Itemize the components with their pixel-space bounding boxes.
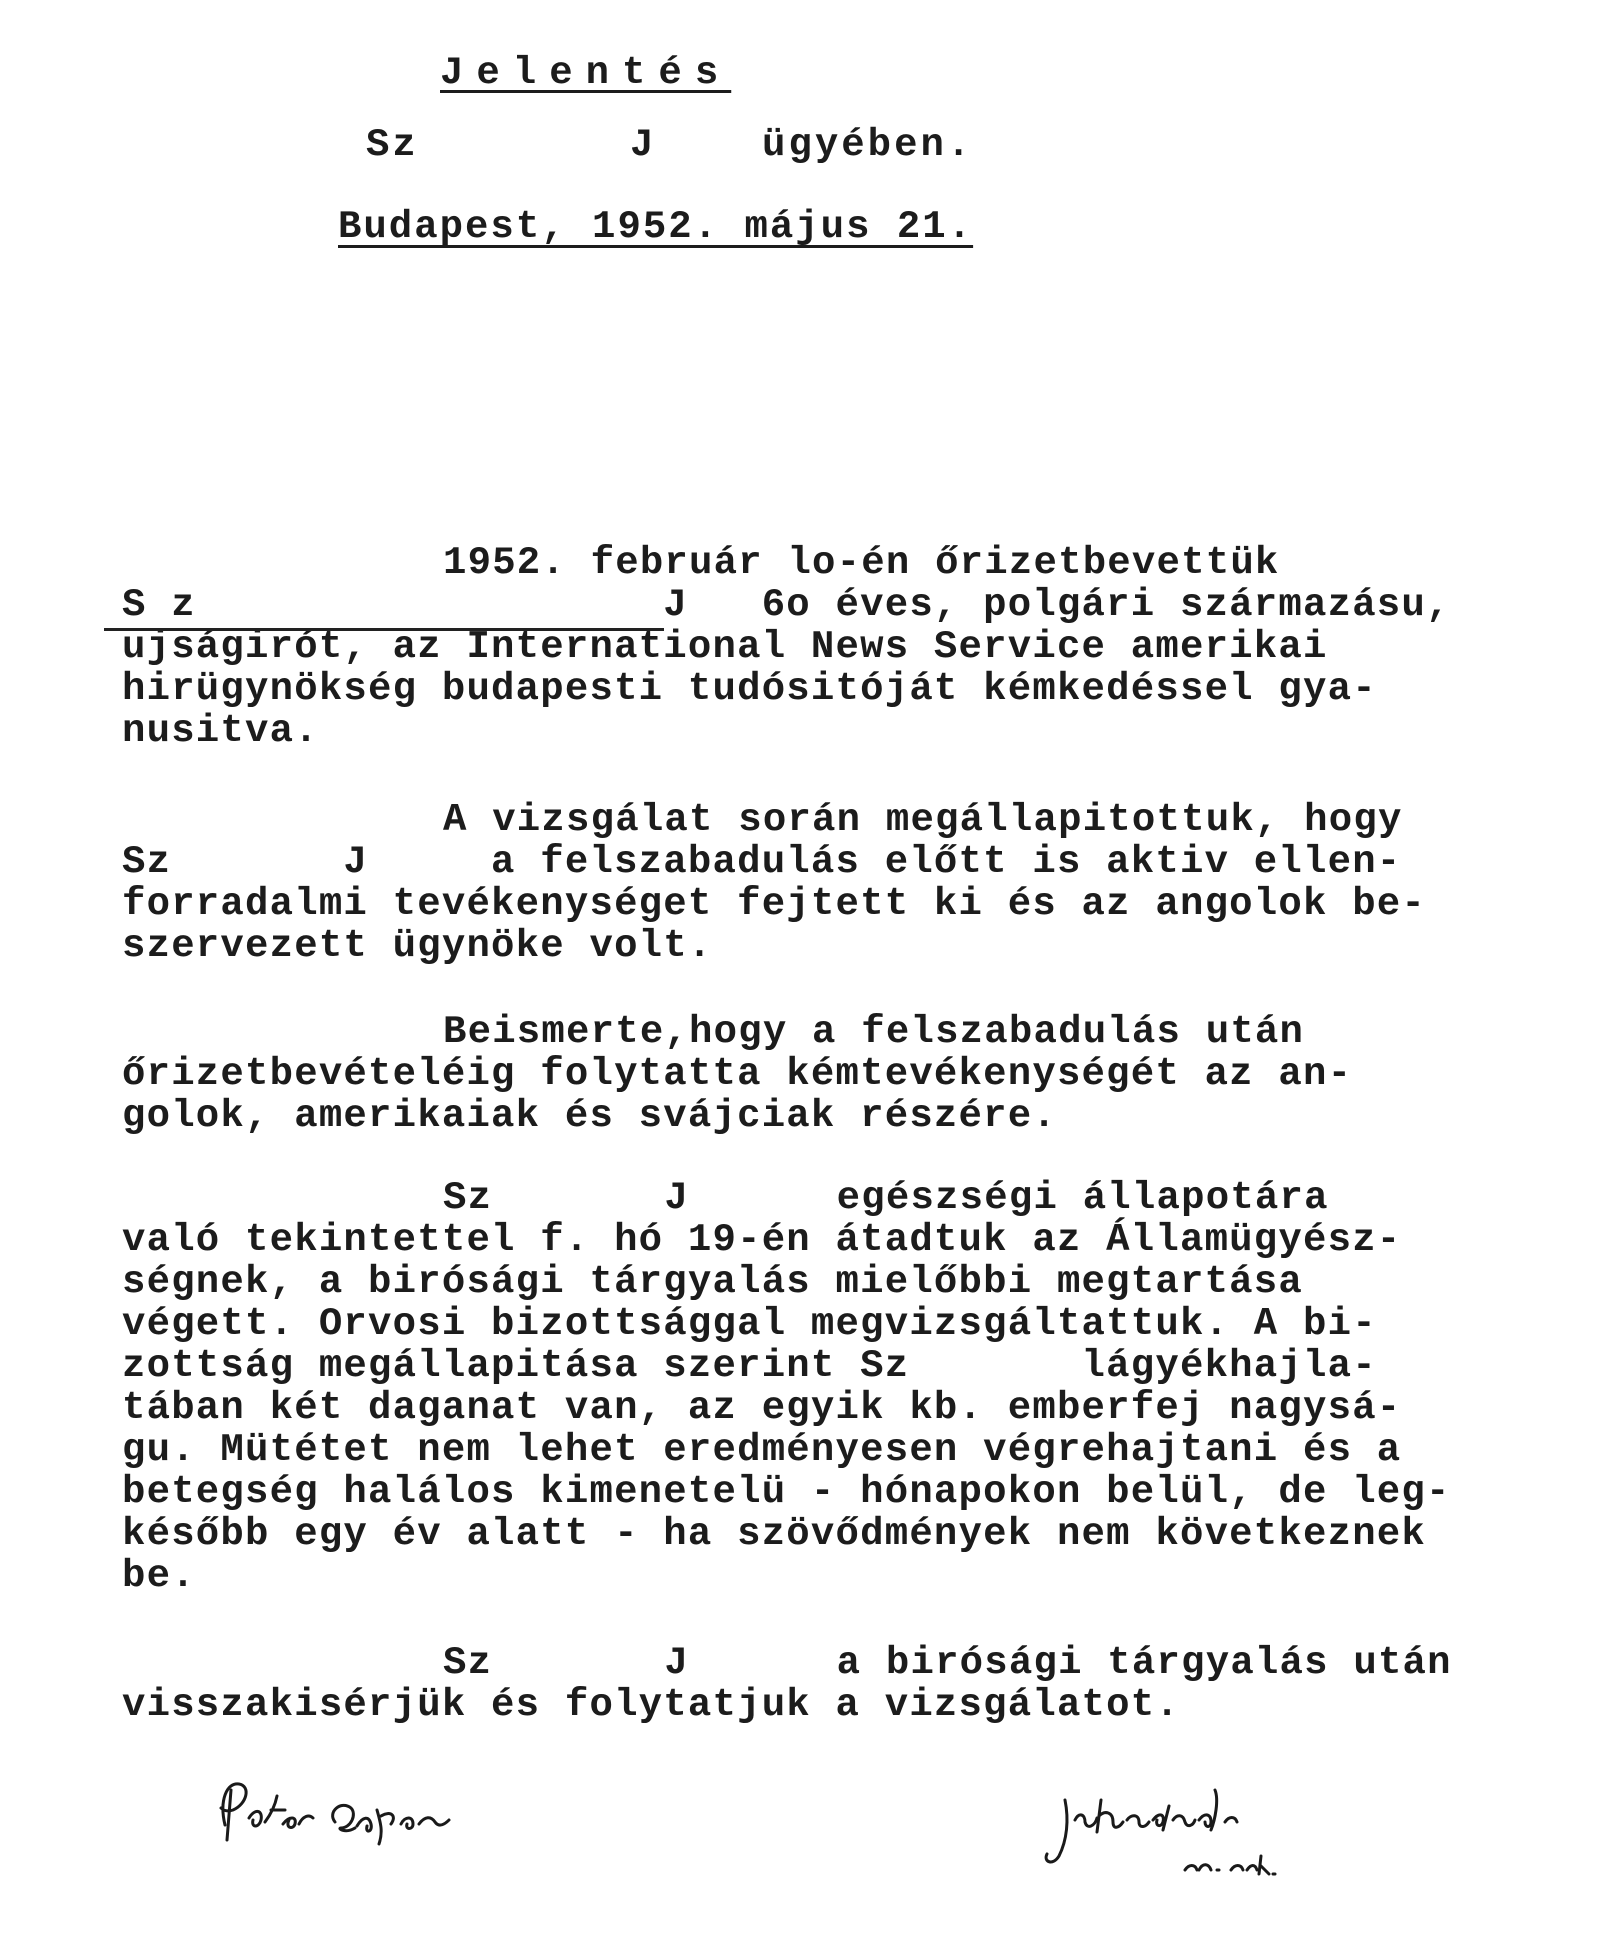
text-line: szervezett ügynöke volt. xyxy=(122,924,713,968)
text-line: tában két daganat van, az egyik kb. emberfej nagysá- xyxy=(122,1386,1402,1430)
case-subject: Sz J ügyében. xyxy=(366,123,974,167)
text-line: végett. Orvosi bizottsággal megvizsgáltattuk. A bi- xyxy=(122,1302,1377,1346)
signature-left xyxy=(205,1770,545,1860)
text-line: zottság megállapitása szerint Sz lágyékhajla- xyxy=(122,1344,1377,1388)
signature-right xyxy=(1035,1770,1315,1890)
text-line: ségnek, a birósági tárgyalás mielőbbi megtartása xyxy=(122,1260,1303,1304)
text-line: S z J 6o éves, polgári származásu, xyxy=(122,583,1451,627)
text-line: Beismerte,hogy a felszabadulás után xyxy=(443,1010,1305,1054)
text-line: gu. Mütétet nem lehet eredményesen végrehajtani és a xyxy=(122,1428,1402,1472)
text-line: Sz J a felszabadulás előtt is aktiv ellen- xyxy=(122,840,1402,884)
redaction-strike xyxy=(104,628,664,631)
text-line: A vizsgálat során megállapitottuk, hogy xyxy=(443,798,1403,842)
text-line: ujságirót, az International News Service amerikai xyxy=(122,625,1328,669)
text-line: később egy év alatt - ha szövődmények nem következnek xyxy=(122,1512,1427,1556)
text-line: golok, amerikaiak és svájciak részére. xyxy=(122,1094,1057,1138)
text-line: Sz J egészségi állapotára xyxy=(443,1176,1329,1220)
text-line: be. xyxy=(122,1554,196,1598)
document-date: Budapest, 1952. május 21. xyxy=(338,205,974,249)
text-line: Sz J a birósági tárgyalás után xyxy=(443,1641,1452,1685)
text-line: betegség halálos kimenetelü - hónapokon belül, de leg- xyxy=(122,1470,1451,1514)
text-line: való tekintettel f. hó 19-én átadtuk az Államügyész- xyxy=(122,1218,1402,1262)
text-line: visszakisérjük és folytatjuk a vizsgálatot. xyxy=(122,1683,1180,1727)
text-line: hirügynökség budapesti tudósitóját kémkedéssel gya- xyxy=(122,667,1377,711)
text-line: őrizetbevételéig folytatta kémtevékenységét az an- xyxy=(122,1052,1353,1096)
document-title: Jelentés xyxy=(440,51,732,95)
text-line: 1952. február lo-én őrizetbevettük xyxy=(443,541,1280,585)
text-line: nusitva. xyxy=(122,709,319,753)
text-line: forradalmi tevékenységet fejtett ki és az angolok be- xyxy=(122,882,1427,926)
